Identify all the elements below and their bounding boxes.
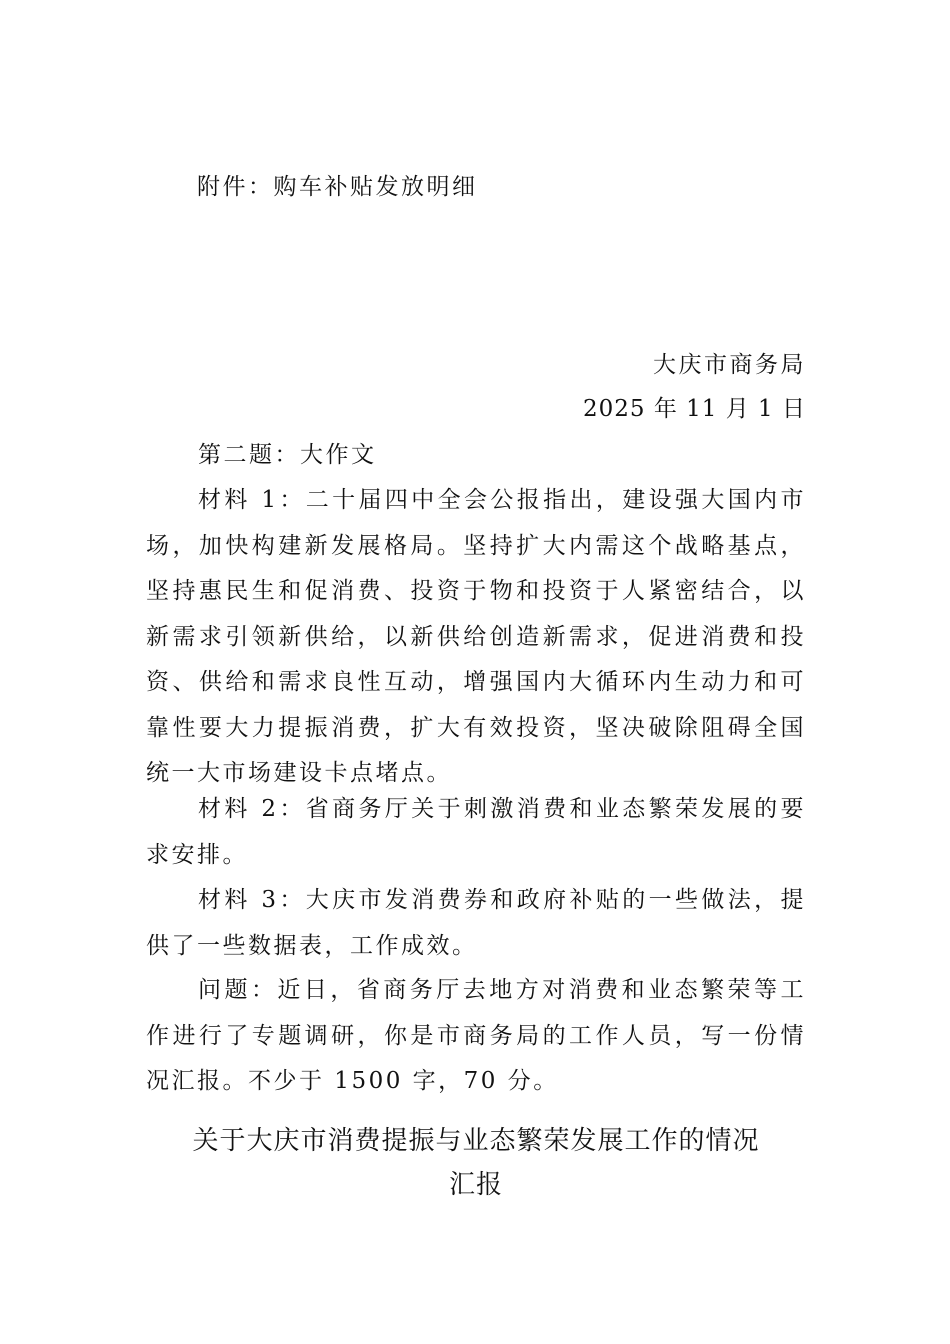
question-paragraph: 问题：近日，省商务厅去地方对消费和业态繁荣等工作进行了专题调研，你是市商务局的工作人员，写一份情况汇报。不少于 1500 字，70 分。 (146, 977, 806, 1094)
signature-date: 2025 年 11 月 1 日 (583, 396, 806, 422)
material-2-paragraph: 材料 2：省商务厅关于刺激消费和业态繁荣发展的要求安排。 (146, 796, 806, 868)
question-heading: 第二题：大作文 (198, 442, 377, 468)
signature-organization: 大庆市商务局 (653, 352, 806, 378)
attachment-line: 附件：购车补贴发放明细 (197, 174, 478, 200)
material-1-paragraph: 材料 1：二十届四中全会公报指出，建设强大国内市场，加快构建新发展格局。坚持扩大内需这个战略基点，坚持惠民生和促消费、投资于物和投资于人紧密结合，以新需求引领新供给，以新供给创造新需求，促进消费和投资、供给和需求良性互动，增强国内大循环内生动力和可靠性要大力提振消费，扩大有效投资，坚决破除阻碍全国统一大市场建设卡点堵点。 (146, 487, 806, 786)
material-3-paragraph: 材料 3：大庆市发消费券和政府补贴的一些做法，提供了一些数据表，工作成效。 (146, 887, 806, 959)
report-title-line-1: 关于大庆市消费提振与业态繁荣发展工作的情况 (192, 1126, 760, 1156)
report-title (146, 1119, 806, 1207)
report-title-line-2: 汇报 (448, 1170, 503, 1200)
